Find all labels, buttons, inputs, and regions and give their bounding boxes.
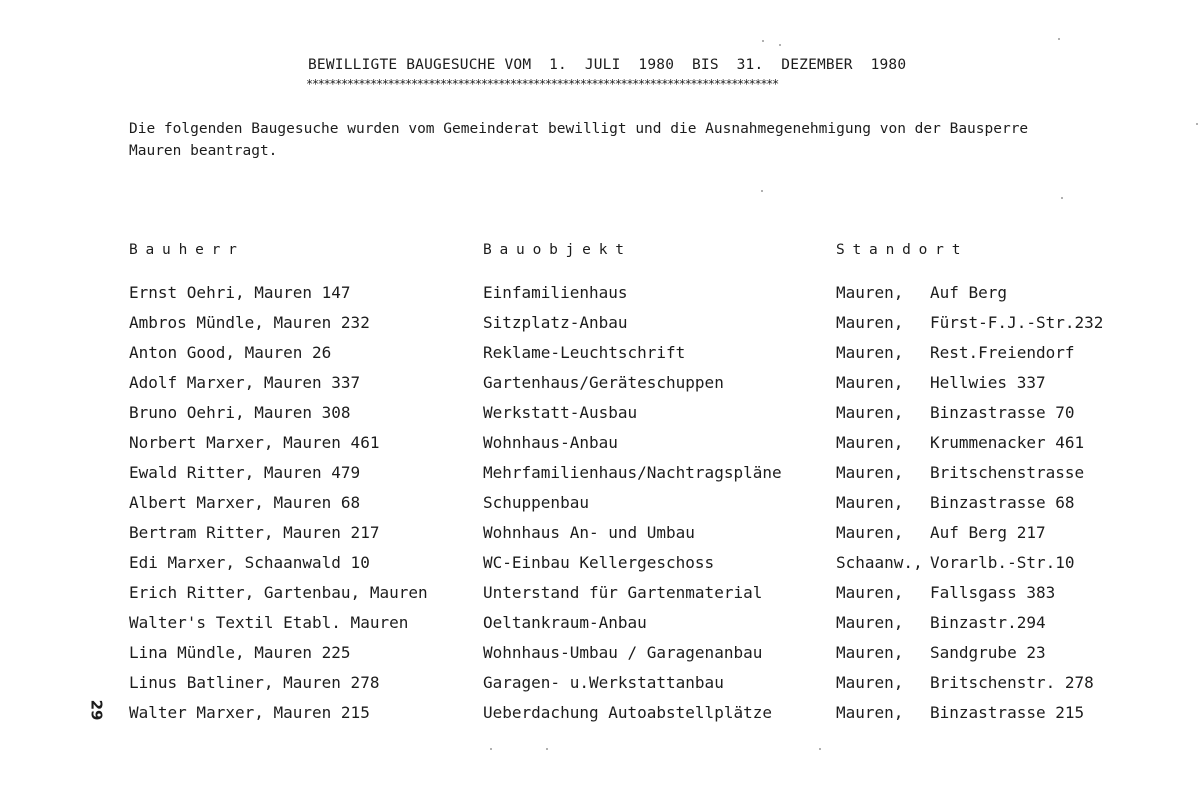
cell-bauobjekt: Wohnhaus-Anbau [483,433,618,452]
cell-strasse: Binzastrasse 215 [930,703,1085,722]
table-row [0,493,1200,523]
cell-ort: Mauren, [836,583,904,602]
cell-bauobjekt: Schuppenbau [483,493,589,512]
cell-strasse: Binzastr.294 [930,613,1046,632]
cell-strasse: Fallsgass 383 [930,583,1056,602]
cell-bauherr: Ambros Mündle, Mauren 232 [129,313,370,332]
cell-strasse: Britschenstr. 278 [930,673,1094,692]
table-row [0,373,1200,403]
cell-bauherr: Anton Good, Mauren 26 [129,343,332,362]
cell-bauobjekt: WC-Einbau Kellergeschoss [483,553,715,572]
cell-bauobjekt: Wohnhaus An- und Umbau [483,523,695,542]
header-bauherr: Bauherr [129,242,245,258]
scan-speck [1196,123,1198,125]
intro-paragraph [129,118,1119,162]
cell-bauobjekt: Reklame-Leuchtschrift [483,343,686,362]
cell-strasse: Auf Berg 217 [930,523,1046,542]
table-row [0,403,1200,433]
cell-bauherr: Edi Marxer, Schaanwald 10 [129,553,370,572]
header-bauobjekt: Bauobjekt [483,242,632,258]
cell-ort: Schaanw., [836,553,923,572]
cell-strasse: Binzastrasse 70 [930,403,1075,422]
scan-speck [546,748,548,750]
cell-ort: Mauren, [836,403,904,422]
intro-line-2: Mauren beantragt. [129,143,278,159]
cell-strasse: Krummenacker 461 [930,433,1085,452]
cell-bauobjekt: Wohnhaus-Umbau / Garagenanbau [483,643,763,662]
scan-speck [490,748,492,750]
cell-bauobjekt: Werkstatt-Ausbau [483,403,638,422]
header-standort: Standort [836,242,969,258]
cell-ort: Mauren, [836,373,904,392]
table-row [0,613,1200,643]
cell-strasse: Auf Berg [930,283,1008,302]
cell-strasse: Binzastrasse 68 [930,493,1075,512]
table-row [0,643,1200,673]
cell-strasse: Britschenstrasse [930,463,1085,482]
cell-strasse: Rest.Freiendorf [930,343,1075,362]
scan-speck [762,40,764,42]
table-row [0,343,1200,373]
table-row [0,703,1200,733]
cell-ort: Mauren, [836,343,904,362]
cell-ort: Mauren, [836,283,904,302]
cell-ort: Mauren, [836,643,904,662]
cell-bauherr: Albert Marxer, Mauren 68 [129,493,361,512]
table-row [0,433,1200,463]
scan-speck [761,190,763,192]
scan-speck [1058,38,1060,40]
table-row [0,463,1200,493]
cell-strasse: Sandgrube 23 [930,643,1046,662]
table-row [0,283,1200,313]
cell-bauherr: Walter's Textil Etabl. Mauren [129,613,409,632]
table-row [0,313,1200,343]
cell-bauobjekt: Sitzplatz-Anbau [483,313,628,332]
table-row [0,553,1200,583]
cell-ort: Mauren, [836,433,904,452]
cell-bauobjekt: Gartenhaus/Geräteschuppen [483,373,724,392]
cell-bauobjekt: Ueberdachung Autoabstellplätze [483,703,772,722]
document-title: BEWILLIGTE BAUGESUCHE VOM 1. JULI 1980 BIS 31. DEZEMBER 1980 [308,57,907,73]
cell-ort: Mauren, [836,703,904,722]
table-row [0,523,1200,553]
cell-bauherr: Walter Marxer, Mauren 215 [129,703,370,722]
cell-bauherr: Norbert Marxer, Mauren 461 [129,433,380,452]
cell-bauobjekt: Garagen- u.Werkstattanbau [483,673,724,692]
cell-bauherr: Bertram Ritter, Mauren 217 [129,523,380,542]
page-number: 29 [87,699,106,721]
title-underline: ********************************************************************************* [306,77,778,91]
cell-strasse: Hellwies 337 [930,373,1046,392]
cell-bauherr: Ewald Ritter, Mauren 479 [129,463,361,482]
cell-ort: Mauren, [836,313,904,332]
intro-line-1: Die folgenden Baugesuche wurden vom Gemeinderat bewilligt und die Ausnahmegenehmigung von der Bausperre [129,121,1029,137]
cell-bauherr: Adolf Marxer, Mauren 337 [129,373,361,392]
scan-speck [819,748,821,750]
cell-ort: Mauren, [836,673,904,692]
cell-bauobjekt: Oeltankraum-Anbau [483,613,647,632]
cell-bauherr: Erich Ritter, Gartenbau, Mauren [129,583,428,602]
table-row [0,673,1200,703]
permit-table [0,283,1200,733]
cell-ort: Mauren, [836,523,904,542]
cell-ort: Mauren, [836,613,904,632]
cell-bauobjekt: Mehrfamilienhaus/Nachtragspläne [483,463,782,482]
cell-bauobjekt: Unterstand für Gartenmaterial [483,583,763,602]
cell-bauherr: Linus Batliner, Mauren 278 [129,673,380,692]
table-row [0,583,1200,613]
cell-bauherr: Lina Mündle, Mauren 225 [129,643,351,662]
cell-strasse: Vorarlb.-Str.10 [930,553,1075,572]
cell-bauherr: Bruno Oehri, Mauren 308 [129,403,351,422]
cell-ort: Mauren, [836,493,904,512]
cell-bauherr: Ernst Oehri, Mauren 147 [129,283,351,302]
scan-speck [1061,197,1063,199]
scan-speck [779,44,781,46]
cell-ort: Mauren, [836,463,904,482]
cell-strasse: Fürst-F.J.-Str.232 [930,313,1104,332]
cell-bauobjekt: Einfamilienhaus [483,283,628,302]
